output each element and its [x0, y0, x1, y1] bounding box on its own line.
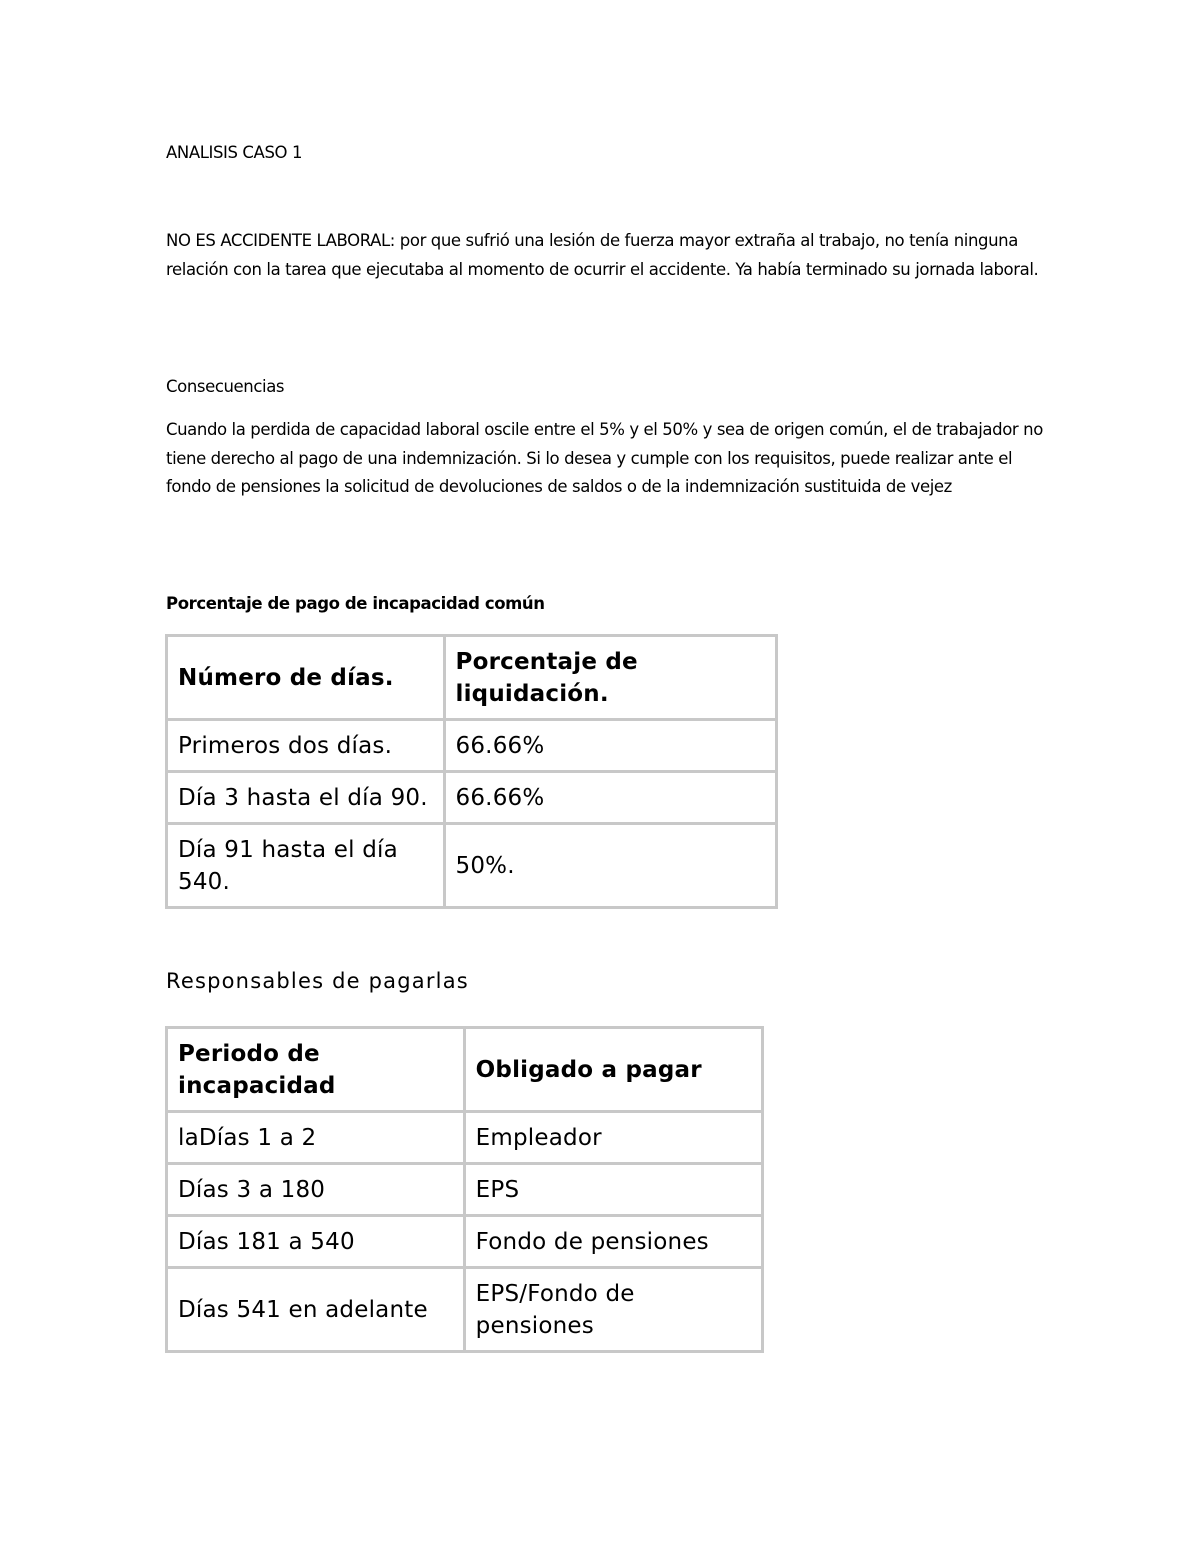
table-row [167, 1112, 763, 1164]
consequences-paragraph: Cuando la perdida de capacidad laboral oscile entre el 5% y el 50% y sea de origen común, el de trabajador no tiene derecho al pago de una indemnización. Si lo desea y cumple con los requisitos, puede realizar ante el fondo de pensiones la solicitud de devoluciones de saldos o de la indemnización sustituida de vejez [166, 420, 1043, 496]
payer-cell: EPS [464, 1164, 762, 1216]
period-cell: laDías 1 a 2 [167, 1112, 465, 1164]
responsables-table [165, 1026, 764, 1353]
payer-cell: Fondo de pensiones [464, 1216, 762, 1268]
table-row [167, 824, 777, 908]
percentage-cell: 66.66% [444, 720, 776, 772]
table-header-row [167, 636, 777, 720]
header-cell-days: Número de días. [167, 636, 445, 720]
header-cell-period: Periodo de incapacidad [167, 1028, 465, 1112]
accident-paragraph: NO ES ACCIDENTE LABORAL: por que sufrió una lesión de fuerza mayor extraña al trabajo, no tenía ninguna relación con la tarea que ejecutaba al momento de ocurrir el accidente. Ya había terminado su jornada laboral. [166, 231, 1039, 279]
table-row [167, 720, 777, 772]
period-cell: Días 181 a 540 [167, 1216, 465, 1268]
table-row [167, 1268, 763, 1352]
days-cell: Día 3 hasta el día 90. [167, 772, 445, 824]
percent-table [165, 634, 778, 909]
header-cell-payer: Obligado a pagar [464, 1028, 762, 1112]
table-row [167, 772, 777, 824]
percentage-cell: 66.66% [444, 772, 776, 824]
table-row [167, 1164, 763, 1216]
payer-cell: EPS/Fondo de pensiones [464, 1268, 762, 1352]
period-cell: Días 541 en adelante [167, 1268, 465, 1352]
period-cell: Días 3 a 180 [167, 1164, 465, 1216]
percentage-cell: 50%. [444, 824, 776, 908]
days-cell: Día 91 hasta el día 540. [167, 824, 445, 908]
payer-cell: Empleador [464, 1112, 762, 1164]
header-cell-percentage: Porcentaje de liquidación. [444, 636, 776, 720]
table-header-row [167, 1028, 763, 1112]
document-title: ANALISIS CASO 1 [166, 143, 303, 162]
table-row [167, 1216, 763, 1268]
responsables-heading: Responsables de pagarlas [166, 969, 469, 993]
percent-table-caption: Porcentaje de pago de incapacidad común [166, 594, 545, 613]
days-cell: Primeros dos días. [167, 720, 445, 772]
consequences-heading: Consecuencias [166, 377, 285, 396]
